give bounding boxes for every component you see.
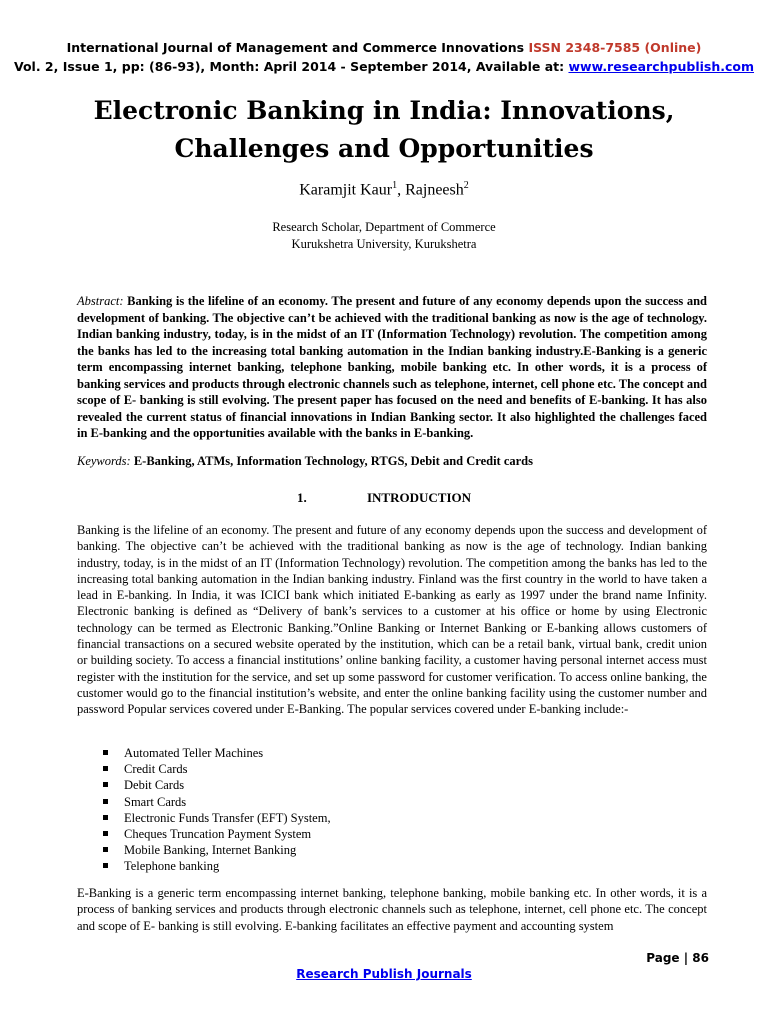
paper-title: [40, 92, 728, 168]
abstract-label: Abstract:: [77, 294, 124, 308]
list-item: [103, 745, 331, 761]
paper-title-line2: Challenges and Opportunities: [174, 134, 594, 163]
author-affiliation-marker: 2: [463, 180, 469, 191]
list-item-text: Credit Cards: [124, 762, 188, 777]
page-number: Page | 86: [646, 951, 709, 965]
keywords-label: Keywords:: [77, 454, 131, 468]
author-list: [0, 180, 768, 199]
list-item-text: Smart Cards: [124, 794, 187, 809]
list-item: [103, 810, 331, 826]
affiliation-university: Kurukshetra University, Kurukshetra: [291, 237, 477, 251]
list-item: [103, 794, 331, 810]
list-item-text: Electronic Funds Transfer (EFT) System,: [124, 810, 331, 825]
list-item: [103, 826, 331, 842]
square-bullet-icon: [103, 815, 108, 820]
publisher-footer-link[interactable]: Research Publish Journals: [296, 967, 472, 981]
journal-header-line2: [0, 57, 768, 76]
list-item: [103, 777, 331, 793]
keywords: [77, 454, 707, 469]
affiliation-department: Research Scholar, Department of Commerce: [272, 220, 496, 234]
section-heading: [0, 490, 768, 506]
journal-url-link[interactable]: www.researchpublish.com: [568, 59, 755, 74]
list-item: [103, 842, 331, 858]
list-item: [103, 858, 331, 874]
list-item-text: Mobile Banking, Internet Banking: [124, 843, 297, 858]
list-item-text: Telephone banking: [124, 859, 220, 874]
author-affiliation: [0, 219, 768, 253]
author-affiliation-marker: 1: [392, 180, 398, 191]
square-bullet-icon: [103, 750, 108, 755]
square-bullet-icon: [103, 782, 108, 787]
square-bullet-icon: [103, 799, 108, 804]
body-paragraph: Banking is the lifeline of an economy. The present and future of any economy depends upon the success and development of banking. The objective can’t be achieved with the traditional banking as now is the age of technology. Indian banking industry, today, is in the midst of an IT (Information Technology) revolution. The competition among the banks has led to the increasing total banking automation in the Indian banking industry. Finland was the first country in the world to have taken a lead in E-banking. In India, it was ICICI bank which initiated E-banking as early as 1997 under the brand name Infinity. Electronic banking is defined as “Delivery of bank’s services to a customer at his office or home by using Electronic technology can be termed as Electronic Banking.”Online Banking or Internet Banking or E-banking allows customers of financial transactions on a secured website operated by the institution, which can be a retail bank, virtual bank, credit union or building society. To access a financial institutions’ online banking facility, a customer having personal internet access must register with the institution for the service, and set up some password for customer verification. To access online banking, the customer would go to the financial institution’s website, and enter the online banking facility using the customer number and password Popular services covered under E-Banking. The popular services covered under E-banking include:-: [77, 523, 707, 717]
author-name: Rajneesh: [405, 181, 464, 199]
journal-issn: ISSN 2348-7585 (Online): [528, 40, 702, 55]
square-bullet-icon: [103, 863, 108, 868]
journal-header-line1: [0, 38, 768, 57]
section-title: INTRODUCTION: [366, 490, 471, 505]
keywords-text: E-Banking, ATMs, Information Technology, RTGS, Debit and Credit cards: [133, 454, 533, 468]
list-item-text: Automated Teller Machines: [124, 746, 264, 760]
square-bullet-icon: [103, 766, 108, 771]
author-name: Karamjit Kaur: [299, 181, 393, 199]
list-item-text: Debit Cards: [124, 778, 185, 793]
square-bullet-icon: [103, 831, 108, 836]
section-number: 1.: [296, 490, 307, 505]
abstract-text: Banking is the lifeline of an economy. The present and future of any economy depends upon the success and development of banking. The objective can’t be achieved with the traditional banking as now is the age of technology. Indian banking industry, today, is in the midst of an IT (Information Technology) revolution. The competition among the banks has led to the increasing total banking automation in the Indian banking industry.E-Banking is a generic term encompassing internet banking, telephone banking, mobile banking etc. In other words, it is a process of banking services and products through electronic channels such as telephone, internet, cell phone etc. The concept and scope of E- banking is still evolving. The present paper has focused on the need and benefits of E-banking. It has also revealed the current status of financial innovations in Indian Banking sector. It also highlighted the challenges faced in E-banking and the opportunities available with the banks in E-banking.: [77, 294, 708, 440]
journal-name: International Journal of Management and Commerce Innovations: [66, 40, 525, 55]
services-list: [103, 745, 331, 875]
body-paragraph: E-Banking is a generic term encompassing internet banking, telephone banking, mobile banking etc. In other words, it is a process of banking services and products through electronic channels such as telephone, internet, cell phone etc. The concept and scope of E- banking is still evolving. E-banking facilitates an effective payment and accounting system: [77, 886, 707, 933]
abstract: [77, 293, 707, 442]
list-item: [103, 761, 331, 777]
square-bullet-icon: [103, 847, 108, 852]
journal-volume-info: Vol. 2, Issue 1, pp: (86-93), Month: April 2014 - September 2014, Available at:: [13, 59, 565, 74]
list-item-text: Cheques Truncation Payment System: [124, 827, 312, 842]
paper-title-line1: Electronic Banking in India: Innovations,: [93, 96, 675, 125]
journal-header: [0, 38, 768, 76]
author-separator: ,: [397, 181, 406, 199]
